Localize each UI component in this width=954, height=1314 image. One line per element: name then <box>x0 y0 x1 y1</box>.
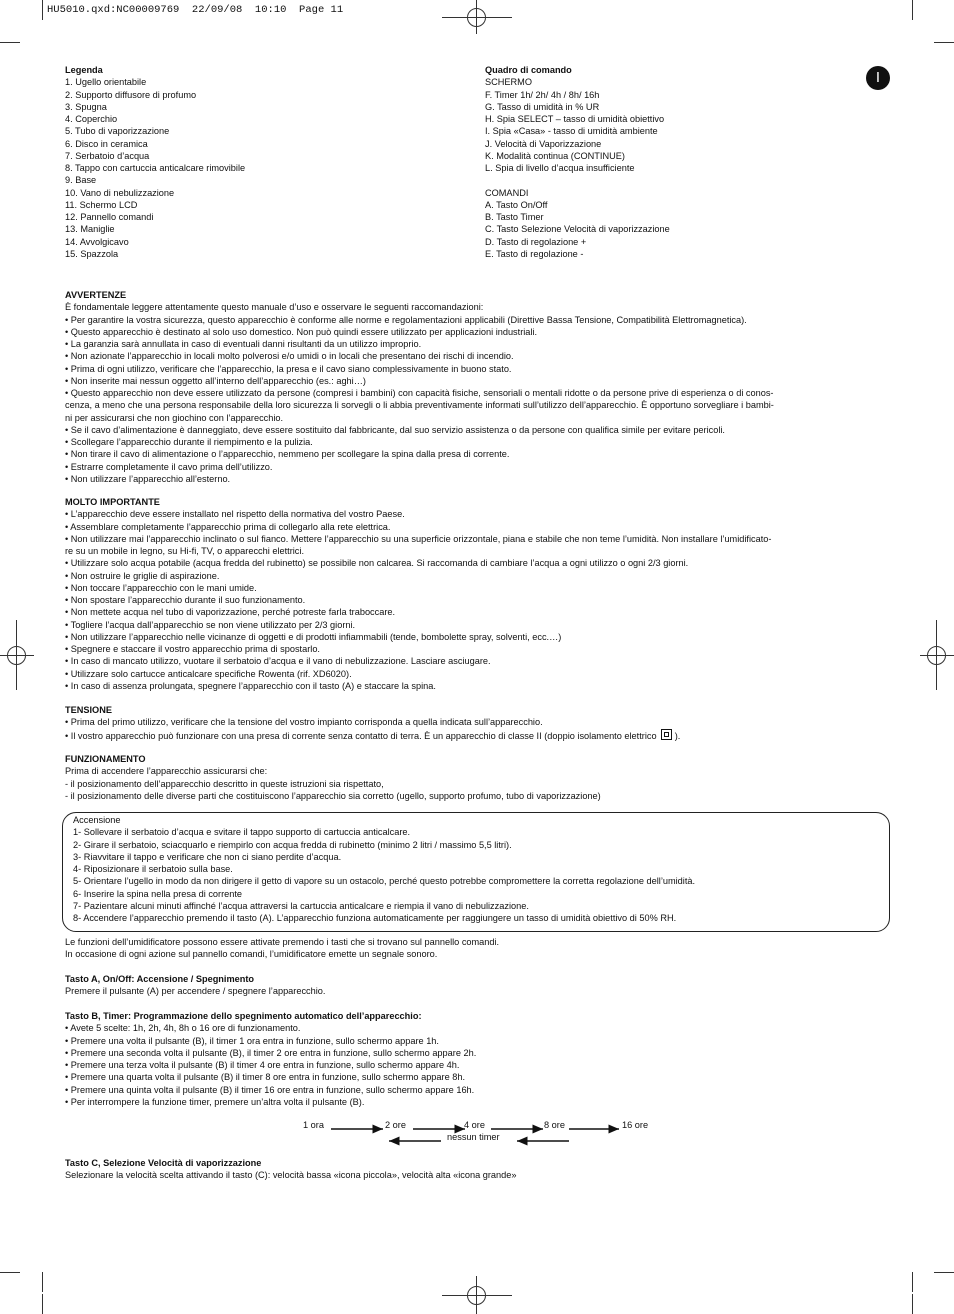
text-line: 1- Sollevare il serbatoio d’acqua e svitare il tappo supporto di cartuccia anticalcare. <box>73 827 411 838</box>
text-line: - il posizionamento dell’apparecchio descritto in queste istruzioni sia rispettato, <box>65 778 384 789</box>
text-line: 8- Accendere l’apparecchio premendo il tasto (A). L’apparecchio funziona automaticamente per raggiungere un tasso di umidità obiettivo di 50% RH. <box>73 913 677 923</box>
text-line: L. Spia di livello d’acqua insufficiente <box>485 163 635 173</box>
text-line: 15. Spazzola <box>65 248 119 259</box>
text-line: E. Tasto di regolazione - <box>485 248 584 259</box>
control-panel-section <box>485 64 670 260</box>
text-line: • Non tirare il cavo di alimentazione o l’apparecchio, nemmeno per scollegare la spina dalla presa di corrente. <box>65 449 510 460</box>
text-line: G. Tasso di umidità in % UR <box>485 101 600 112</box>
control-list <box>485 76 670 260</box>
text-line: • La garanzia sarà annullata in caso di eventuali danni risultanti da un utilizzo improprio. <box>65 339 422 349</box>
text-line: K. Modalità continua (CONTINUE) <box>485 150 625 161</box>
important-section <box>65 496 771 692</box>
legend-list <box>65 76 245 260</box>
functions-section <box>65 936 499 961</box>
voltage-title: TENSIONE <box>65 705 112 715</box>
text-line: • Spegnere e staccare il vostro apparecchio prima di spostarlo. <box>65 644 320 654</box>
text-line: • Non toccare l’apparecchio con le mani umide. <box>65 582 257 593</box>
text-line: • Avete 5 scelte: 1h, 2h, 4h, 8h o 16 ore di funzionamento. <box>65 1023 301 1034</box>
text-line <box>485 174 670 186</box>
text-line: J. Velocità di Vaporizzazione <box>485 138 602 149</box>
startup-list <box>73 814 695 924</box>
voltage-section <box>65 704 680 742</box>
voltage-line-1: • Prima del primo utilizzo, verificare che la tensione del vostro impianto corrisponda a quella indicata sull’apparecchio. <box>65 717 543 728</box>
warnings-section <box>65 289 774 485</box>
text-line: Le funzioni dell’umidificatore possono essere attivate premendo i tasti che si trovano sul pannello comandi. <box>65 937 500 947</box>
text-line: • In caso di assenza prolungata, spegnere l’apparecchio con il tasto (A) e staccare la spina. <box>65 680 436 691</box>
button-b-title: Tasto B, Timer: Programmazione dello spegnimento automatico dell’apparecchio: <box>65 1011 422 1021</box>
warnings-list <box>65 301 774 485</box>
control-title: Quadro di comando <box>485 65 572 75</box>
text-line: • Non ostruire le griglie di aspirazione. <box>65 570 220 581</box>
text-line: • Estrarre completamente il cavo prima dell’utilizzo. <box>65 461 273 472</box>
text-line: 2- Girare il serbatoio, sciacquarlo e riempirlo con acqua fredda di rubinetto (minimo 2 litri / massimo 5,5 litri). <box>73 839 512 850</box>
operation-title: FUNZIONAMENTO <box>65 754 146 764</box>
text-line: 3. Spugna <box>65 101 107 112</box>
text-line: 7- Pazientare alcuni minuti affinché l’acqua attraversi la cartuccia anticalcare e riempia il vano di nebulizzazione. <box>73 900 529 911</box>
text-line: D. Tasto di regolazione + <box>485 236 587 247</box>
timer-none-label: nessun timer <box>447 1132 500 1142</box>
text-line: È fondamentale leggere attentamente questo manuale d’uso e osservare le seguenti raccomandazioni: <box>65 302 484 313</box>
text-line: • L’apparecchio deve essere installato nel rispetto della normativa del vostro Paese. <box>65 509 405 520</box>
button-c-list <box>65 1169 516 1181</box>
legend-section <box>65 64 245 260</box>
important-title: MOLTO IMPORTANTE <box>65 497 160 507</box>
startup-steps <box>73 814 695 924</box>
text-line: - il posizionamento delle diverse parti che costituiscono l’apparecchio sia corretto (ugello, supporto profumo, tubo di vaporizzazione) <box>65 790 601 801</box>
button-b-section <box>65 1010 476 1108</box>
timer-step-1: 1 ora <box>303 1120 324 1130</box>
important-list <box>65 508 771 692</box>
text-line: 11. Schermo LCD <box>65 199 138 210</box>
text-line: • Togliere l’acqua dall’apparecchio se non viene utilizzato per 2/3 giorni. <box>65 619 356 630</box>
text-line: 9. Base <box>65 175 97 186</box>
text-line: • In caso di mancato utilizzo, vuotare il serbatoio d’acqua e il vano di nebulizzazione. Lasciare asciugare. <box>65 656 491 667</box>
timer-step-4: 8 ore <box>544 1120 565 1130</box>
text-line: 6- Inserire la spina nella presa di corrente <box>73 888 243 899</box>
text-line: • Questo apparecchio è destinato al solo uso domestico. Non può quindi essere utilizzato per applicazioni industriali. <box>65 326 538 337</box>
text-line: 4- Riposizionare il serbatoio sulla base. <box>73 864 233 874</box>
text-line: SCHERMO <box>485 77 532 88</box>
text-line: • Utilizzare solo cartucce anticalcare specifiche Rowenta (rif. XD6020). <box>65 668 352 679</box>
functions-list <box>65 936 499 961</box>
text-line: 6. Disco in ceramica <box>65 138 148 149</box>
text-line: • Non inserite mai nessun oggetto all’interno dell’apparecchio (es.: aghi…) <box>65 375 366 386</box>
text-line: • Non mettete acqua nel tubo di vaporizzazione, perché potreste farla traboccare. <box>65 607 396 618</box>
timer-step-2: 2 ore <box>385 1120 406 1130</box>
text-line: H. Spia SELECT – tasso di umidità obiettivo <box>485 114 665 124</box>
timer-step-3: 4 ore <box>464 1120 485 1130</box>
text-line: • Premere una seconda volta il pulsante (B), il timer 2 ore entra in funzione, sullo schermo appare 2h. <box>65 1047 477 1058</box>
text-line: • Non spostare l’apparecchio durante il suo funzionamento. <box>65 595 306 605</box>
text-line: cenza, a meno che una persona responsabile della loro sicurezza li sorvegli o li abbia preventivamente informati sull’utilizzo dell’apparecchio. È opportuno sorvegliare i bambi- <box>65 400 774 411</box>
page-header: HU5010.qxd:NC00009769 22/09/08 10:10 Page 11 <box>47 4 344 16</box>
button-c-section <box>65 1157 516 1182</box>
text-line: C. Tasto Selezione Velocità di vaporizzazione <box>485 224 670 235</box>
text-line: • Premere una volta il pulsante (B), il timer 1 ora entra in funzione, sullo schermo appare 1h. <box>65 1035 439 1046</box>
button-b-list <box>65 1022 476 1108</box>
text-line: • Per garantire la vostra sicurezza, questo apparecchio è conforme alle norme e regolamentazioni applicabili (Direttive Bassa Tensione, Compatibilità Elettromagnetica). <box>65 314 747 325</box>
text-line: 1. Ugello orientabile <box>65 77 147 88</box>
text-line: 12. Pannello comandi <box>65 212 154 222</box>
voltage-line-2: • Il vostro apparecchio può funzionare con una presa di corrente senza contatto di terra. È un apparecchio di classe II (doppio isolamento elettrico ). <box>65 730 681 741</box>
button-a-list <box>65 985 325 997</box>
text-line: 8. Tappo con cartuccia anticalcare rimovibile <box>65 163 246 173</box>
timer-arrows <box>325 1122 655 1146</box>
timer-step-5: 16 ore <box>622 1120 649 1130</box>
text-line: • Scollegare l’apparecchio durante il riempimento e la pulizia. <box>65 437 313 447</box>
text-line: 2. Supporto diffusore di profumo <box>65 89 197 100</box>
text-line: Prima di accendere l’apparecchio assicurarsi che: <box>65 766 268 777</box>
text-line: 4. Coperchio <box>65 114 118 124</box>
button-c-title: Tasto C, Selezione Velocità di vaporizzazione <box>65 1158 262 1168</box>
operation-section <box>65 753 601 802</box>
text-line: • Non utilizzare mai l’apparecchio inclinato o sul fianco. Mettere l’apparecchio su una superficie orizzontale, piana e stabile che non teme l’umidità. Non installare l’umidificato- <box>65 533 772 544</box>
button-a-title: Tasto A, On/Off: Accensione / Spegnimento <box>65 974 255 984</box>
text-line: • Prima di ogni utilizzo, verificare che l’apparecchio, la presa e il cavo siano complessivamente in buono stato. <box>65 363 512 374</box>
operation-list <box>65 765 601 802</box>
text-line: • Non utilizzare l’apparecchio nelle vicinanze di oggetti e di prodotti infiammabili (tende, bombolette spray, solventi, ecc.…) <box>65 631 562 642</box>
text-line: • Assemblare completamente l’apparecchio prima di collegarlo alla rete elettrica. <box>65 521 391 532</box>
text-line: F. Timer 1h/ 2h/ 4h / 8h/ 16h <box>485 89 600 100</box>
text-line: 14. Avvolgicavo <box>65 236 129 247</box>
text-line: 3- Riavvitare il tappo e verificare che non ci siano perdite d’acqua. <box>73 851 342 862</box>
text-line: 7. Serbatoio d’acqua <box>65 150 150 161</box>
text-line: • Se il cavo d’alimentazione è danneggiato, deve essere sostituito dal fabbricante, dal suo servizio assistenza o da persone con qualifica simile per evitare pericoli. <box>65 424 725 435</box>
text-line: • Premere una quinta volta il pulsante (B) il timer 16 ore entra in funzione, sullo schermo appare 16h. <box>65 1084 475 1095</box>
text-line: Accensione <box>73 815 121 825</box>
legend-title: Legenda <box>65 65 103 75</box>
text-line: 5. Tubo di vaporizzazione <box>65 126 170 137</box>
class-ii-icon <box>661 729 672 740</box>
text-line: • Premere una quarta volta il pulsante (B) il timer 8 ore entra in funzione, sullo schermo appare 8h. <box>65 1072 466 1083</box>
text-line: • Non utilizzare l’apparecchio all’esterno. <box>65 473 231 484</box>
warnings-title: AVVERTENZE <box>65 290 127 300</box>
text-line: Premere il pulsante (A) per accendere / spegnere l’apparecchio. <box>65 986 326 997</box>
text-line: A. Tasto On/Off <box>485 199 548 210</box>
text-line: 13. Maniglie <box>65 224 115 235</box>
text-line: 10. Vano di nebulizzazione <box>65 187 175 198</box>
text-line: • Utilizzare solo acqua potabile (acqua fredda del rubinetto) se possibile non calcarea. Si raccomanda di cambiare l’acqua a ogni utilizzo o ogni 2/3 giorni. <box>65 558 689 569</box>
text-line: • Per interrompere la funzione timer, premere un’altra volta il pulsante (B). <box>65 1096 365 1107</box>
text-line: • Non azionate l’apparecchio in locali molto polverosi e/o umidi o in locali che presentano dei rischi di incendio. <box>65 351 514 362</box>
text-line: In occasione di ogni azione sul pannello comandi, l’umidificatore emette un segnale sonoro. <box>65 949 438 960</box>
text-line: ni per assicurarsi che non giochino con l’apparecchio. <box>65 412 284 423</box>
text-line: 5- Orientare l’ugello in modo da non dirigere il getto di vapore su un ostacolo, perché questo potrebbe compromettere la corretta regolazione dell’umidità. <box>73 876 696 887</box>
text-line: COMANDI <box>485 187 529 198</box>
button-a-section <box>65 973 325 998</box>
language-tab: I <box>866 66 890 90</box>
text-line: • Premere una terza volta il pulsante (B) il timer 4 ore entra in funzione, sullo schermo appare 4h. <box>65 1060 460 1070</box>
text-line: • Questo apparecchio non deve essere utilizzato da persone (compresi i bambini) con capacità fisiche, sensoriali o mentali ridotte o da persone prive di esperienza o di conos- <box>65 388 774 398</box>
text-line: I. Spia «Casa» - tasso di umidità ambiente <box>485 126 658 137</box>
text-line: Selezionare la velocità scelta attivando il tasto (C): velocità bassa «icona piccola», velocità alta «icona grande» <box>65 1170 517 1181</box>
text-line: B. Tasto Timer <box>485 212 544 222</box>
text-line: re su un mobile in legno, su Hi-fi, TV, o apparecchi elettrici. <box>65 546 304 556</box>
